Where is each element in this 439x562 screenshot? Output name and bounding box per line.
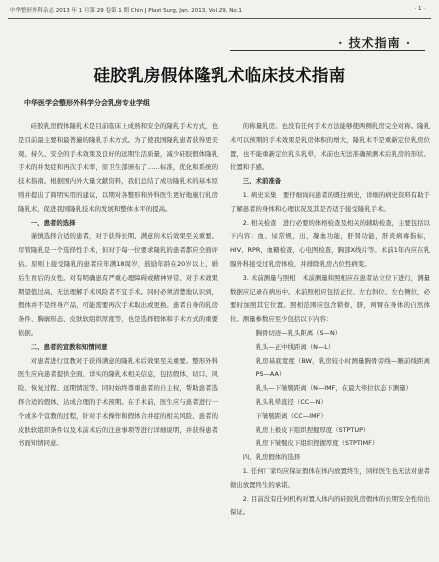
body-paragraph: 乳头乳晕直径（CC—N） [255,397,327,406]
section-tag: · 技术指南 · [338,36,411,50]
body-paragraph: 1. 病史采集 要仔细询问患者的既往病史，详细的病史资料有助于了解患者的身体和心理状况及其是否适于接受隆乳手术。 [230,190,430,213]
body-paragraph: 2. 相关检查 进行必要的体格检查及相关的辅助检查，主要包括以下内容：血、尿常规，出、凝血功能，肝肾功能，肝炎病毒指标，HIV、RPR，血糖检查，心电图检查，胸部X线片等。术前1年内应在乳腺外科接受过乳房体检，并排除乳房占位性病变。 [230,218,430,268]
body-paragraph: 下皱襞距离（CC—IMF） [255,411,327,420]
body-paragraph: 乳房下皱襞皮下组织捏握厚度（STPTIMF） [255,439,379,448]
header-rule [8,18,431,19]
body-paragraph: 硅胶乳房假体隆乳术是目前临床上成熟和安全的隆乳手术方式，也是目前最主要和最普遍的隆乳手术方式。为了使我国隆乳患者获得更美观、持久、安全的手术效果及良好的远期生活质量，减少硅胶假体隆乳手术的并发症和再次手术率，原卫生部颁布了……标准，优化和系统的技术指南。根据国内外大量文献资料，我们总结了成功隆乳术的基本原则并提出了简明实用的建议，以期对各整形和外科医生更好地施行乳房隆乳术，促进我国隆乳技术的发展和整体水平的提高。 [18,122,218,213]
body-paragraph: 乳头—下皱襞距离（N—IMF，在最大牵拉状态下测量） [255,384,413,393]
body-paragraph: 乳房上极皮下组织捏握厚度（STPTUP） [255,425,370,434]
body-paragraph: 四、乳房假体的选择 [242,453,301,462]
body-paragraph: 谨慎选择合适的患者，对于获得长期、满意的术后效果至关重要。尽管隆乳是一个选择性手术，但对于每一位要求隆乳的患者都应全面评估。原则上接受隆乳的患者应年满18周岁，鼓励年龄在20岁以上、婚后生育后的女性。对有明确患有严重心理障碍或精神异常、对手术效果期望值过高、无法理解手术风险者不宜手术。同时必须清楚地认识到，假体并不是终身产品，可能需要再次手术取出或更换。患者自身的乳房条件、胸廓形态、皮肤软组织厚度等，也是选择假体和手术方式的重要依据。 [18,232,218,337]
body-paragraph: 胸骨切迹—乳头距离（S—N） [255,328,342,337]
body-paragraph: 3. 术前测量与照相 术前测量和照相应在患者站立位下进行，测量数据应记录在病历中。术前照相应包括正位、左右斜位、左右侧位，必要时加照其它位置。照相范围应包含锁骨、脐，两臂在身体的自然体位。测量参数应至少包括以下内容： [230,273,430,324]
article-title: 硅胶乳房假体隆乳术临床技术指南 [93,66,346,85]
body-paragraph: 乳房基底宽度（BW，乳房较小时测量胸骨旁线—腋前线距离 PS—AA） [255,356,430,379]
body-paragraph: 乳头—正中线距离（N—L） [255,342,335,351]
article-authors: 中华医学会整形外科学分会乳房专业学组 [24,99,150,107]
section-rule [230,50,425,51]
left-column [18,120,218,451]
body-paragraph: 的称量乳房。也没有任何手术方法能够使两侧乳房完全对称。隆乳术可以预期的手术效果是乳房体积的增大，隆乳术不是重新定位乳房位置，也不能重新定位乳头乳晕，术前也无法准确预测术后乳房的形状、位置和手感。 [230,122,430,172]
right-column [230,120,430,520]
body-paragraph: 2. 目前没有任何机构对置入体内的硅胶乳房假体的长期安全性给出保证。 [230,494,430,517]
body-paragraph: 1. 任何厂家均应保证假体在体内放置终生，同样医生也无法对患者做出放置终生的承诺。 [230,466,430,489]
section-heading: 一、患者的选择 [30,218,76,227]
journal-citation: 中华整形外科杂志 2013 年 1 月第 29 卷第 1 期 Chin J Plast Surg, Jan. 2013, Vol.29, No.1 [10,8,242,14]
running-head [10,6,429,14]
body-paragraph: 对患者进行宣教对于获得满意的隆乳术后效果至关重要。整形外科医生应向患者提供全面、详实的隆乳术相关信息，包括假体、切口、风险、恢复过程、远期情况等。同时始终尊重患者的自主权，帮助患者选择合适的假体，达成合理的手术预期。在手术前，医生应与患者进行一个或多个宣教的过程，针对手术操作和假体合并症的相关风险、患者的皮肤软组织条件以及术前术后的注意事项等进行详细说明，并获得患者书面知情同意。 [18,356,218,448]
page-number: · 1 · [414,6,425,12]
section-heading: 二、患者的宣教和知情同意 [30,342,108,351]
section-heading: 三、术前准备 [242,177,282,186]
